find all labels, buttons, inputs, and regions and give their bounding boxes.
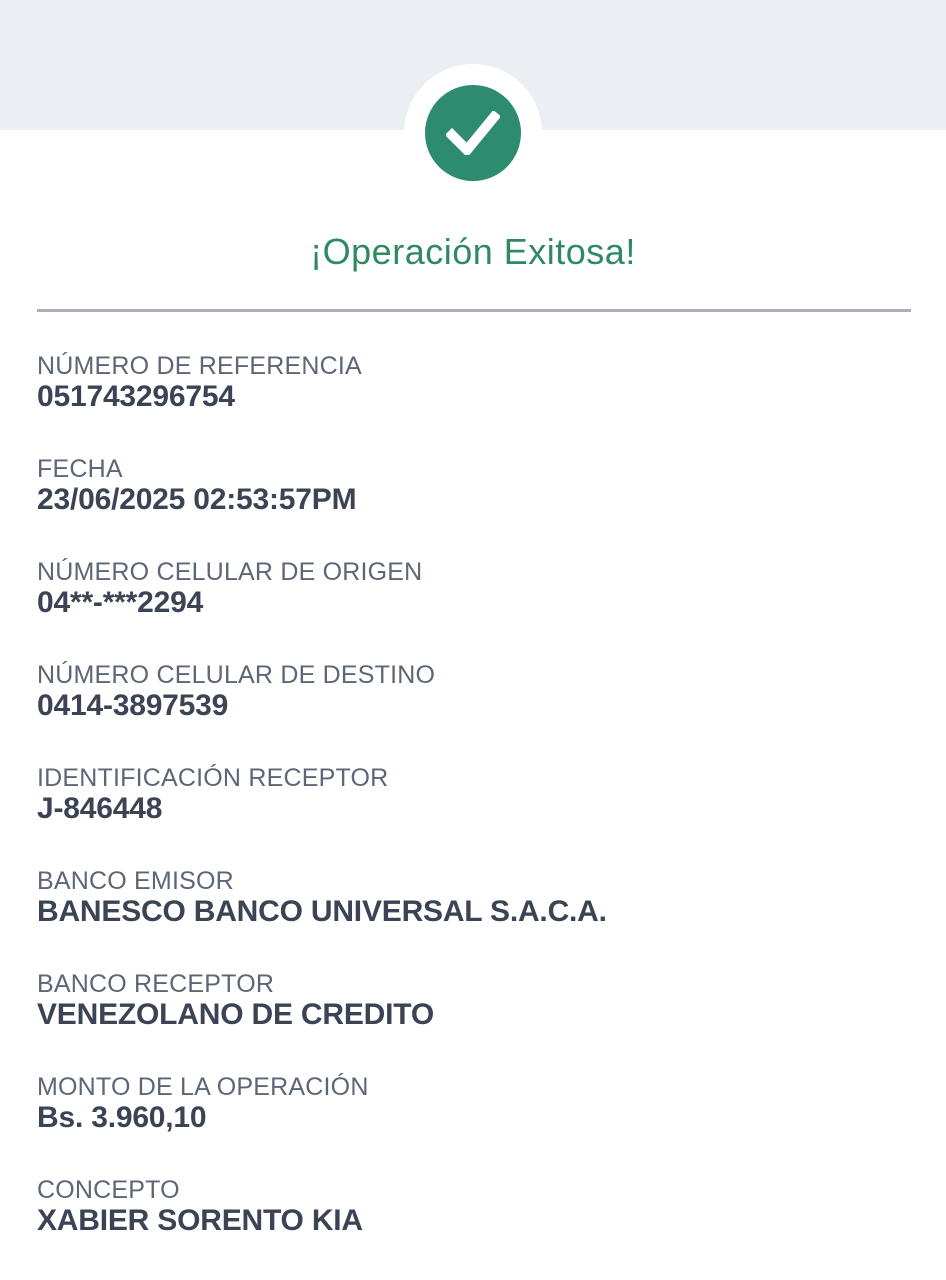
field-issuing-bank xyxy=(37,866,910,928)
field-value: 23/06/2025 02:53:57PM xyxy=(37,483,357,516)
field-date xyxy=(37,454,910,516)
field-label: MONTO DE LA OPERACIÓN xyxy=(37,1073,369,1101)
field-label: NÚMERO CELULAR DE DESTINO xyxy=(37,661,436,689)
page-title: ¡Operación Exitosa! xyxy=(310,231,636,272)
receipt-fields xyxy=(37,351,910,1237)
field-receiver-id xyxy=(37,763,910,825)
field-value: 051743296754 xyxy=(37,380,235,413)
field-value: 04**-***2294 xyxy=(37,586,204,619)
field-origin-phone xyxy=(37,557,910,619)
field-label: NÚMERO CELULAR DE ORIGEN xyxy=(37,558,423,586)
field-value: 0414-3897539 xyxy=(37,689,229,722)
field-label: BANCO RECEPTOR xyxy=(37,970,275,998)
field-amount xyxy=(37,1072,910,1134)
field-receiving-bank xyxy=(37,969,910,1031)
field-concept xyxy=(37,1175,910,1237)
field-value: XABIER SORENTO KIA xyxy=(37,1204,363,1237)
field-reference-number xyxy=(37,351,910,413)
field-destination-phone xyxy=(37,660,910,722)
field-value: Bs. 3.960,10 xyxy=(37,1101,207,1134)
field-label: NÚMERO DE REFERENCIA xyxy=(37,352,362,380)
checkmark-icon xyxy=(446,111,500,155)
field-value: BANESCO BANCO UNIVERSAL S.A.C.A. xyxy=(37,895,607,928)
field-label: BANCO EMISOR xyxy=(37,867,234,895)
check-circle-icon xyxy=(425,85,521,181)
field-label: CONCEPTO xyxy=(37,1176,180,1204)
field-label: FECHA xyxy=(37,455,123,483)
divider xyxy=(37,309,911,312)
field-value: J-846448 xyxy=(37,792,163,825)
success-badge xyxy=(404,64,542,202)
field-value: VENEZOLANO DE CREDITO xyxy=(37,998,434,1031)
field-label: IDENTIFICACIÓN RECEPTOR xyxy=(37,764,389,792)
